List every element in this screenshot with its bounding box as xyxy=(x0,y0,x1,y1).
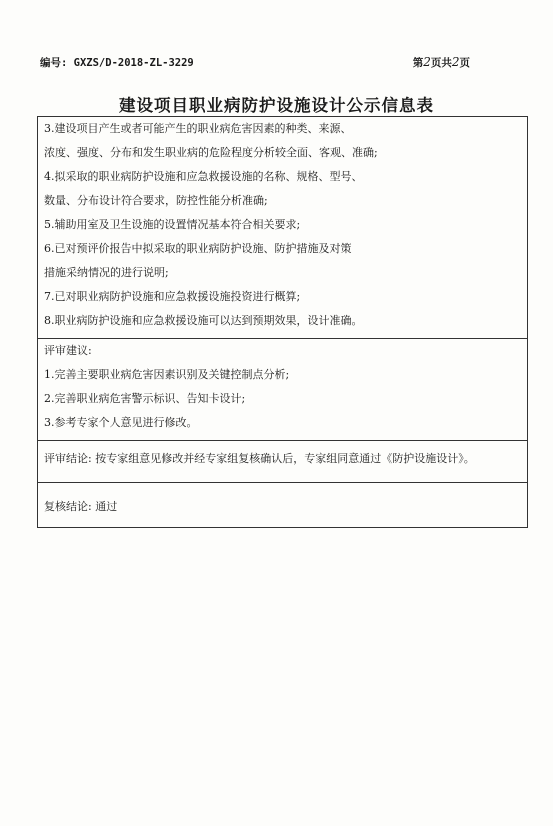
suggestion-item: 1.完善主要职业病危害因素识别及关键控制点分析; xyxy=(44,368,290,381)
document-header xyxy=(40,55,470,71)
info-table xyxy=(37,116,528,528)
total-pages-handwritten: 2 xyxy=(451,55,460,69)
review-items-section xyxy=(38,117,527,339)
document-title: 建设项目职业病防护设施设计公示信息表 xyxy=(119,96,434,115)
review-conclusion: 评审结论: 按专家组意见修改并经专家组复核确认后，专家组同意通过《防护设施设计》。 xyxy=(44,452,475,465)
page-indicator: 第2页共2页 xyxy=(412,55,470,69)
review-item-line: 7.已对职业病防护设施和应急救援设施投资进行概算; xyxy=(44,290,301,303)
review-item-line: 4.拟采取的职业病防护设施和应急救援设施的名称、规格、型号、 xyxy=(44,170,363,183)
conclusion-section xyxy=(38,441,527,483)
recheck-conclusion: 复核结论: 通过 xyxy=(44,500,118,513)
recheck-section xyxy=(38,483,527,527)
suggestions-section xyxy=(38,339,527,441)
review-item-line: 5.辅助用室及卫生设施的设置情况基本符合相关要求; xyxy=(44,218,301,231)
review-item-line: 6.已对预评价报告中拟采取的职业病防护设施、防护措施及对策 xyxy=(44,242,352,255)
suggestion-item: 3.参考专家个人意见进行修改。 xyxy=(44,416,198,429)
review-item-line: 3.建设项目产生或者可能产生的职业病危害因素的种类、来源、 xyxy=(44,122,352,135)
review-item-line: 数量、分布设计符合要求，防控性能分析准确; xyxy=(44,194,268,207)
document-number: 编号: GXZS/D-2018-ZL-3229 xyxy=(40,57,194,69)
current-page-handwritten: 2 xyxy=(423,55,431,69)
review-item-line: 浓度、强度、分布和发生职业病的危险程度分析较全面、客观、准确; xyxy=(44,146,378,159)
suggestions-heading: 评审建议: xyxy=(44,344,92,357)
review-item-line: 措施采纳情况的进行说明; xyxy=(44,266,169,279)
review-item-line: 8.职业病防护设施和应急救援设施可以达到预期效果，设计准确。 xyxy=(44,314,363,327)
suggestion-item: 2.完善职业病危害警示标识、告知卡设计; xyxy=(44,392,246,405)
